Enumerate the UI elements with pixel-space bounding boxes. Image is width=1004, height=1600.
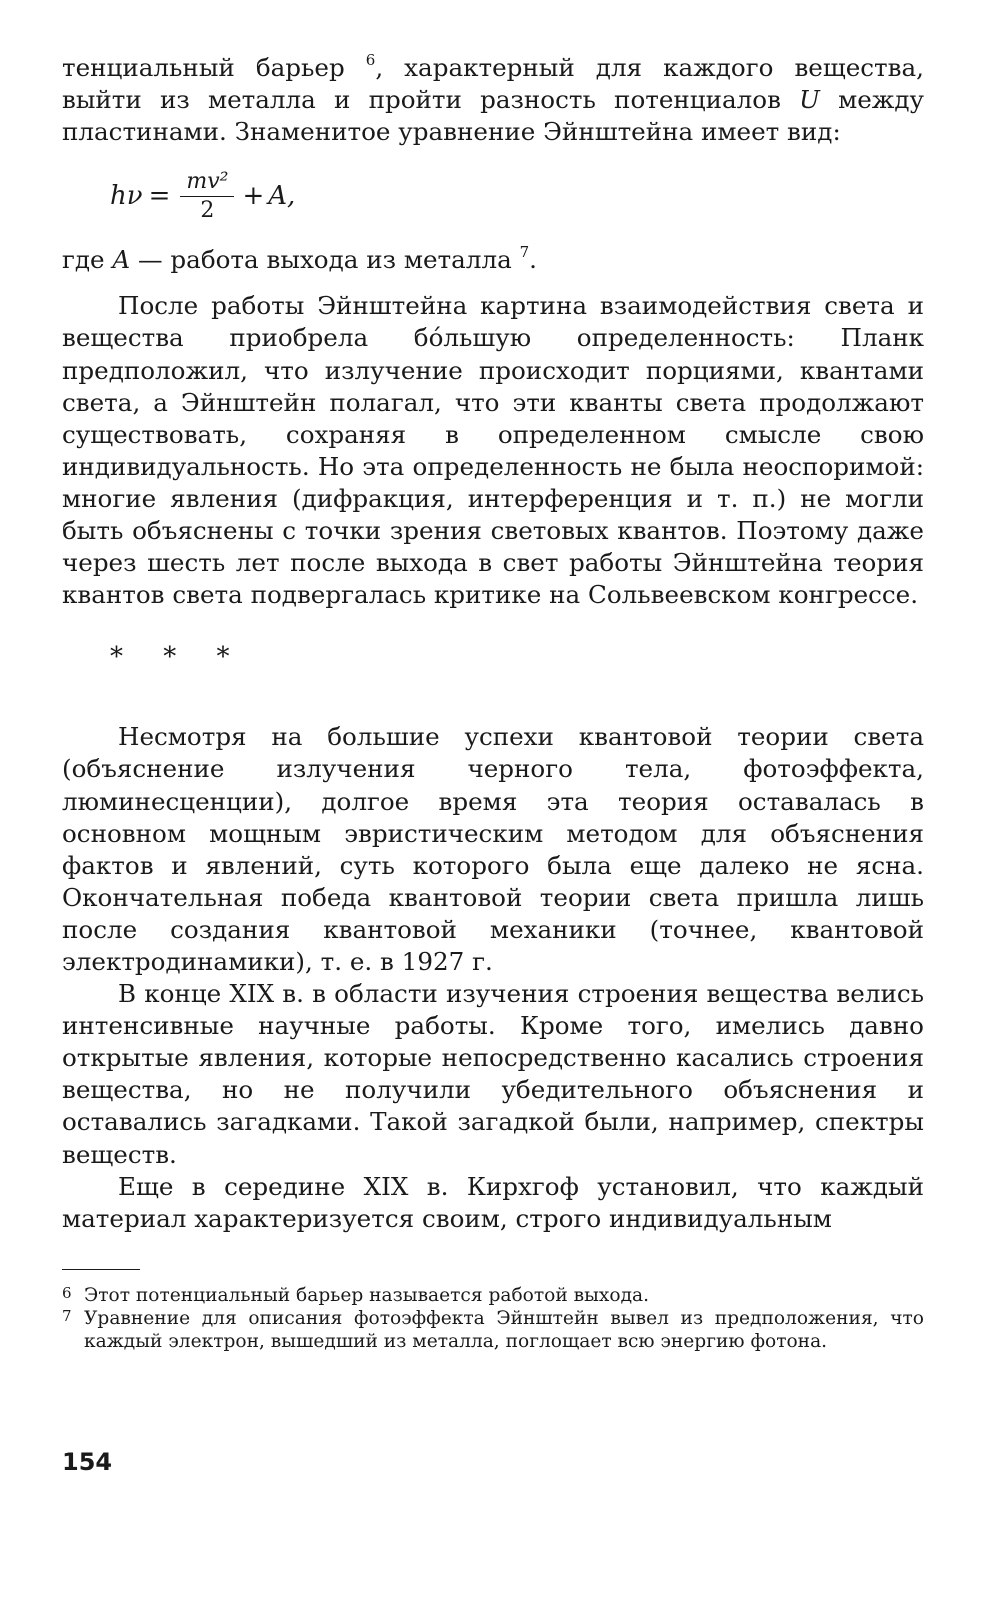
footnote-7	[62, 1307, 924, 1353]
footnote-ref-6: 6	[365, 50, 376, 69]
footnote-6-text: Этот потенциальный барьер называется работой выхода.	[84, 1284, 650, 1306]
paragraph-2-text-b: — работа выхода из металла	[130, 245, 512, 275]
paragraph-1-text-c: между пластинами. Знаменитое уравнение Эйнштейна имеет вид:	[62, 85, 924, 147]
paragraph-5: В конце XIX в. в области изучения строения вещества велись интенсивные научные работы. Кроме того, имелись давно открытые явления, которые непосредственно касались строения вещества, но не получили убедительного объяснения и оставались загадками. Такой загадкой были, например, спектры веществ.	[62, 979, 924, 1169]
paragraph-2-text-a: где	[62, 245, 105, 275]
equation-equals: =	[148, 181, 171, 212]
equation-numerator: mv²	[180, 170, 234, 197]
equation-lhs: hν	[110, 181, 143, 212]
variable-u: U	[799, 85, 820, 115]
equation-plus: +	[242, 181, 265, 212]
variable-a: A	[112, 245, 131, 275]
paragraph-1-text-b: , характерный для каждого вещества, выйти из металла и пройти разность потенциалов	[62, 53, 924, 115]
paragraph-1-text-a: тенциальный барьер	[62, 53, 345, 82]
paragraph-4: Несмотря на большие успехи квантовой теории света (объяснение излучения черного тела, фотоэффекта, люминесценции), долгое время эта теория оставалась в основном мощным эвристическим методом для объяснения фактов и явлений, суть которого была еще далеко не ясна. Окончательная победа квантовой теории света пришла лишь после создания квантовой механики (точнее, квантовой электродинамики), т. е. в 1927 г.	[62, 722, 924, 976]
footnote-7-text: Уравнение для описания фотоэффекта Эйнштейн вывел из предположения, что каждый электрон, вышедший из металла, поглощает всю энергию фотона.	[84, 1307, 924, 1352]
einstein-equation	[110, 166, 924, 226]
paragraph-2-text-c: .	[529, 245, 537, 275]
section-separator: * * *	[110, 642, 246, 673]
footnote-7-mark: 7	[62, 1306, 72, 1325]
footnote-ref-7: 7	[519, 243, 530, 262]
footnote-divider	[62, 1269, 140, 1270]
paragraph-2	[62, 244, 924, 276]
footnote-6	[62, 1284, 924, 1307]
paragraph-3: После работы Эйнштейна картина взаимодействия света и вещества приобрела бо́льшую определенность: Планк предположил, что излучение происходит порциями, квантами света, а Эйнштейн полагал, что эти кванты света продолжают существовать, сохраняя в определенном смысле свою индивидуальность. Но эта определенность не была неоспоримой: многие явления (дифракция, интерференция и т. п.) не могли быть объяснены с точки зрения световых квантов. Поэтому даже через шесть лет после выхода в свет работы Эйнштейна теория квантов света подвергалась критике на Сольвеевском конгрессе.	[62, 291, 924, 610]
paragraph-6: Еще в середине XIX в. Кирхгоф установил, что каждый материал характеризуется своим, строго индивидуальным	[62, 1171, 924, 1233]
equation-denominator: 2	[200, 197, 215, 223]
equation-fraction	[180, 170, 234, 223]
paragraph-1	[62, 52, 924, 148]
page-body	[62, 52, 924, 1353]
page-number: 154	[62, 1448, 113, 1476]
equation-rhs: A,	[268, 181, 296, 212]
footnote-6-mark: 6	[62, 1283, 72, 1302]
